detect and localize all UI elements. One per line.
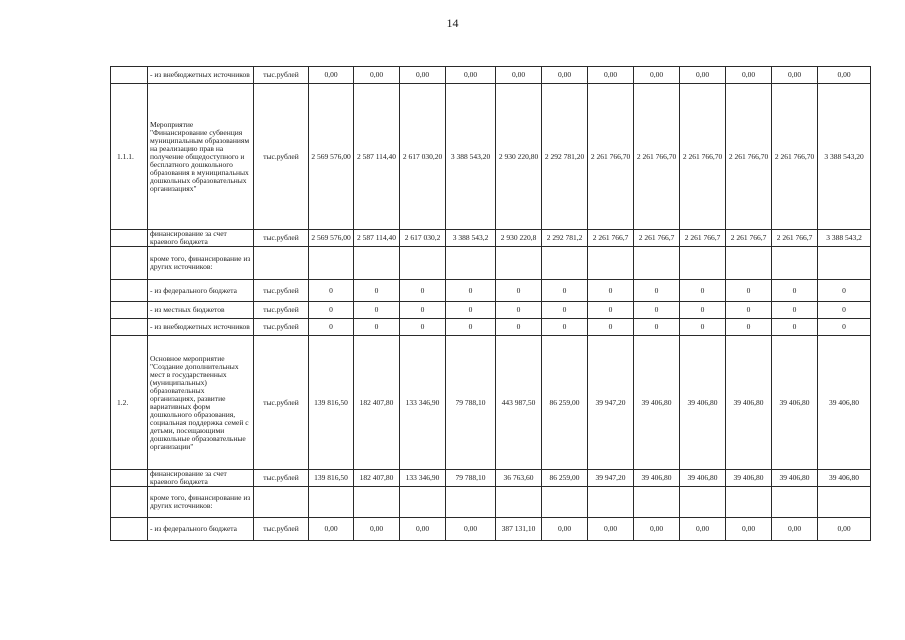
- value-cell: 2 587 114,40: [354, 230, 400, 247]
- value-cell: 79 788,10: [446, 336, 496, 470]
- value-cell: 0: [772, 319, 818, 336]
- value-cell: 2 292 781,2: [542, 230, 588, 247]
- value-cell: 39 406,80: [772, 470, 818, 487]
- value-cell: 0,00: [588, 518, 634, 541]
- row-name-cell: - из местных бюджетов: [148, 302, 254, 319]
- unit-cell: тыс.рублей: [254, 302, 309, 319]
- value-cell: 0: [772, 302, 818, 319]
- unit-cell: [254, 247, 309, 280]
- value-cell: 36 763,60: [496, 470, 542, 487]
- row-number-cell: [111, 247, 148, 280]
- value-cell: [680, 487, 726, 518]
- row-name-cell: финансирование за счет краевого бюджета: [148, 470, 254, 487]
- value-cell: 387 131,10: [496, 518, 542, 541]
- table-row: [111, 230, 871, 247]
- value-cell: 0: [726, 319, 772, 336]
- value-cell: 139 816,50: [309, 336, 354, 470]
- value-cell: 2 261 766,70: [680, 84, 726, 230]
- value-cell: 0: [354, 302, 400, 319]
- row-number-cell: [111, 302, 148, 319]
- value-cell: 2 930 220,8: [496, 230, 542, 247]
- value-cell: 0: [634, 302, 680, 319]
- value-cell: 2 261 766,70: [634, 84, 680, 230]
- value-cell: [446, 247, 496, 280]
- value-cell: 2 261 766,7: [726, 230, 772, 247]
- value-cell: 0: [818, 302, 871, 319]
- value-cell: 0: [309, 280, 354, 302]
- value-cell: [634, 487, 680, 518]
- table-row: [111, 67, 871, 84]
- value-cell: [588, 487, 634, 518]
- value-cell: 86 259,00: [542, 470, 588, 487]
- value-cell: 0: [446, 302, 496, 319]
- table-row: [111, 247, 871, 280]
- value-cell: 3 388 543,2: [446, 230, 496, 247]
- row-name-cell: Мероприятие "Финансирование субвенция муниципальным образованиям на реализацию прав на получение общедоступного и бесплатного дошкольного образования в муниципальных дошкольных образовательных организациях": [148, 84, 254, 230]
- value-cell: 2 261 766,70: [772, 84, 818, 230]
- value-cell: [354, 247, 400, 280]
- value-cell: 0,00: [680, 67, 726, 84]
- value-cell: 0: [309, 302, 354, 319]
- value-cell: 133 346,90: [400, 336, 446, 470]
- value-cell: 0,00: [309, 518, 354, 541]
- value-cell: 2 261 766,70: [588, 84, 634, 230]
- value-cell: 0: [588, 302, 634, 319]
- value-cell: 3 388 543,20: [446, 84, 496, 230]
- value-cell: 0,00: [400, 67, 446, 84]
- value-cell: [496, 247, 542, 280]
- unit-cell: тыс.рублей: [254, 470, 309, 487]
- value-cell: 443 987,50: [496, 336, 542, 470]
- value-cell: 0: [446, 280, 496, 302]
- value-cell: 0,00: [588, 67, 634, 84]
- row-name-cell: кроме того, финансирование из других источников:: [148, 487, 254, 518]
- value-cell: 0: [309, 319, 354, 336]
- value-cell: [309, 487, 354, 518]
- value-cell: 0,00: [542, 518, 588, 541]
- value-cell: 2 617 030,20: [400, 84, 446, 230]
- value-cell: 0: [542, 280, 588, 302]
- value-cell: 2 261 766,7: [634, 230, 680, 247]
- value-cell: 182 407,80: [354, 470, 400, 487]
- value-cell: 0,00: [446, 518, 496, 541]
- value-cell: 2 617 030,2: [400, 230, 446, 247]
- value-cell: [680, 247, 726, 280]
- value-cell: 0,00: [542, 67, 588, 84]
- value-cell: 2 569 576,00: [309, 84, 354, 230]
- value-cell: [542, 247, 588, 280]
- value-cell: 0: [818, 280, 871, 302]
- table-row: [111, 302, 871, 319]
- value-cell: 39 406,80: [818, 470, 871, 487]
- value-cell: 0,00: [446, 67, 496, 84]
- value-cell: [542, 487, 588, 518]
- value-cell: 0,00: [354, 67, 400, 84]
- value-cell: 39 406,80: [680, 470, 726, 487]
- value-cell: 0,00: [726, 518, 772, 541]
- value-cell: 86 259,00: [542, 336, 588, 470]
- row-name-cell: - из федерального бюджета: [148, 280, 254, 302]
- value-cell: 39 406,80: [726, 470, 772, 487]
- value-cell: 79 788,10: [446, 470, 496, 487]
- value-cell: [496, 487, 542, 518]
- value-cell: 2 261 766,70: [726, 84, 772, 230]
- row-number-cell: [111, 67, 148, 84]
- value-cell: 2 930 220,80: [496, 84, 542, 230]
- value-cell: 0: [400, 280, 446, 302]
- value-cell: [354, 487, 400, 518]
- value-cell: [400, 487, 446, 518]
- table-row: [111, 84, 871, 230]
- value-cell: 0,00: [309, 67, 354, 84]
- value-cell: 39 406,80: [772, 336, 818, 470]
- row-number-cell: [111, 230, 148, 247]
- value-cell: 0: [354, 280, 400, 302]
- page-number: 14: [446, 16, 459, 30]
- unit-cell: тыс.рублей: [254, 518, 309, 541]
- value-cell: 0,00: [496, 67, 542, 84]
- value-cell: [634, 247, 680, 280]
- row-number-cell: [111, 518, 148, 541]
- value-cell: 0,00: [818, 67, 871, 84]
- value-cell: 0: [818, 319, 871, 336]
- value-cell: [818, 487, 871, 518]
- value-cell: 0: [726, 302, 772, 319]
- row-name-cell: - из внебюджетных источников: [148, 67, 254, 84]
- value-cell: [772, 487, 818, 518]
- table-row: [111, 336, 871, 470]
- value-cell: 0: [634, 280, 680, 302]
- value-cell: 3 388 543,20: [818, 84, 871, 230]
- value-cell: 0,00: [726, 67, 772, 84]
- value-cell: 133 346,90: [400, 470, 446, 487]
- table-row: [111, 319, 871, 336]
- unit-cell: тыс.рублей: [254, 230, 309, 247]
- row-name-cell: - из федерального бюджета: [148, 518, 254, 541]
- value-cell: 0,00: [400, 518, 446, 541]
- unit-cell: тыс.рублей: [254, 280, 309, 302]
- value-cell: 2 261 766,7: [680, 230, 726, 247]
- value-cell: 0: [726, 280, 772, 302]
- value-cell: 0: [772, 280, 818, 302]
- value-cell: 0: [680, 319, 726, 336]
- value-cell: [400, 247, 446, 280]
- value-cell: 0: [496, 319, 542, 336]
- row-number-cell: [111, 487, 148, 518]
- table-row: [111, 518, 871, 541]
- value-cell: 139 816,50: [309, 470, 354, 487]
- value-cell: [726, 487, 772, 518]
- row-number-cell: [111, 470, 148, 487]
- value-cell: 0: [496, 280, 542, 302]
- value-cell: 0,00: [634, 518, 680, 541]
- value-cell: 2 261 766,7: [588, 230, 634, 247]
- value-cell: 0: [542, 319, 588, 336]
- value-cell: 0: [680, 280, 726, 302]
- value-cell: 0,00: [680, 518, 726, 541]
- unit-cell: тыс.рублей: [254, 336, 309, 470]
- value-cell: 0: [588, 319, 634, 336]
- unit-cell: тыс.рублей: [254, 67, 309, 84]
- value-cell: 0,00: [772, 67, 818, 84]
- value-cell: 0: [542, 302, 588, 319]
- value-cell: [309, 247, 354, 280]
- row-number-cell: 1.1.1.: [111, 84, 148, 230]
- value-cell: 39 947,20: [588, 336, 634, 470]
- value-cell: 182 407,80: [354, 336, 400, 470]
- value-cell: 39 406,80: [726, 336, 772, 470]
- value-cell: 3 388 543,2: [818, 230, 871, 247]
- row-number-cell: [111, 319, 148, 336]
- row-number-cell: [111, 280, 148, 302]
- value-cell: 0: [400, 302, 446, 319]
- value-cell: [588, 247, 634, 280]
- unit-cell: тыс.рублей: [254, 319, 309, 336]
- value-cell: 0: [400, 319, 446, 336]
- row-name-cell: Основное мероприятие "Создание дополнительных мест в государственных (муниципальных) образовательных организациях, развитие вариативных форм дошкольного образования, социальная поддержка семей с детьми, посещающими дошкольные образовательные организации": [148, 336, 254, 470]
- value-cell: 2 261 766,7: [772, 230, 818, 247]
- value-cell: 0,00: [634, 67, 680, 84]
- value-cell: [772, 247, 818, 280]
- row-name-cell: финансирование за счет краевого бюджета: [148, 230, 254, 247]
- value-cell: 0: [496, 302, 542, 319]
- value-cell: 0: [588, 280, 634, 302]
- value-cell: 0: [354, 319, 400, 336]
- value-cell: 2 292 781,20: [542, 84, 588, 230]
- value-cell: 39 406,80: [818, 336, 871, 470]
- value-cell: 0: [446, 319, 496, 336]
- value-cell: 39 406,80: [634, 470, 680, 487]
- value-cell: 0,00: [818, 518, 871, 541]
- value-cell: 0,00: [354, 518, 400, 541]
- row-name-cell: кроме того, финансирование из других источников:: [148, 247, 254, 280]
- value-cell: 39 947,20: [588, 470, 634, 487]
- value-cell: 0,00: [772, 518, 818, 541]
- value-cell: 2 569 576,00: [309, 230, 354, 247]
- value-cell: 0: [634, 319, 680, 336]
- budget-table: [110, 66, 871, 541]
- table-row: [111, 487, 871, 518]
- table-row: [111, 470, 871, 487]
- table-row: [111, 280, 871, 302]
- unit-cell: [254, 487, 309, 518]
- value-cell: [818, 247, 871, 280]
- unit-cell: тыс.рублей: [254, 84, 309, 230]
- value-cell: [446, 487, 496, 518]
- value-cell: 0: [680, 302, 726, 319]
- value-cell: 2 587 114,40: [354, 84, 400, 230]
- value-cell: 39 406,80: [634, 336, 680, 470]
- row-number-cell: 1.2.: [111, 336, 148, 470]
- value-cell: [726, 247, 772, 280]
- row-name-cell: - из внебюджетных источников: [148, 319, 254, 336]
- value-cell: 39 406,80: [680, 336, 726, 470]
